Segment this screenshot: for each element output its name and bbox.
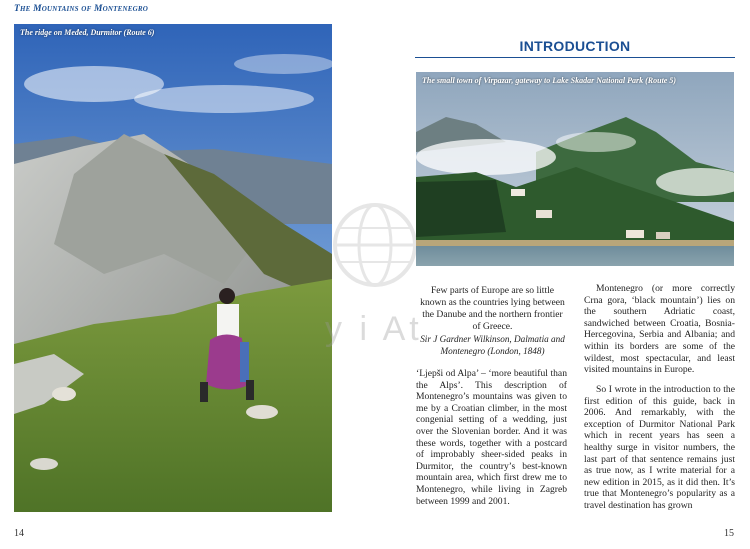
watermark-text: y i At — [325, 310, 423, 348]
body-paragraph-1: ‘Ljepši od Alpa’ – ‘more beautiful than the Alps’. This description of Montenegro’s mountains was given to me by a Croatian climber, in the most congenial setting of a wedding, just over the Slovenian border. And it was these words, together with a postcard of improbably sheer-sided peaks in Durmitor, the country’s best-known mountain area, which first drew me to Montenegro, while living in Zagreb between 1999 and 2001. — [416, 368, 567, 507]
right-photo-caption: The small town of Virpazar, gateway to Lake Skadar National Park (Route 5) — [422, 76, 677, 85]
epigraph — [420, 285, 565, 357]
body-paragraph-3-text: So I wrote in the introduction to the first edition of this guide, back in 2006. And remarkably, with the exception of Durmitor National Park which in recent years has seen a healthy surge in visitor numbers, the last part of that sentence remains just as true now, as I write material for a new edition in 2015, as it did then. It’s true that Montenegro’s popularity as a travel destination has grown — [584, 384, 735, 511]
globe-icon — [330, 200, 420, 290]
body-paragraph-3 — [584, 384, 735, 512]
left-photo-caption: The ridge on Međed, Durmitor (Route 6) — [20, 28, 155, 37]
chapter-heading: INTRODUCTION — [519, 38, 631, 54]
page-number-right: 15 — [724, 528, 734, 539]
body-paragraph-2-text: Montenegro (or more correctly Crna gora, ‘black mountain’) lies on the southern Adriatic coast, sandwiched between Croatia, Bosnia-Hercegovina, Serbia and Albania; and within its borders are some of the wildest, most spectacular, and least visited mountains in Europe. — [584, 283, 735, 376]
right-photo — [416, 72, 734, 266]
left-photo — [14, 24, 332, 512]
page-number-left: 14 — [14, 528, 24, 539]
running-title: The Mountains of Montenegro — [14, 4, 149, 14]
heading-rule — [415, 57, 735, 58]
body-paragraph-2 — [584, 283, 735, 376]
epigraph-source: Sir J Gardner Wilkinson, Dalmatia and Montenegro (London, 1848) — [420, 334, 565, 356]
epigraph-text: Few parts of Europe are so little known as the countries lying between the Danube and the northern frontier of Greece. — [420, 285, 565, 332]
